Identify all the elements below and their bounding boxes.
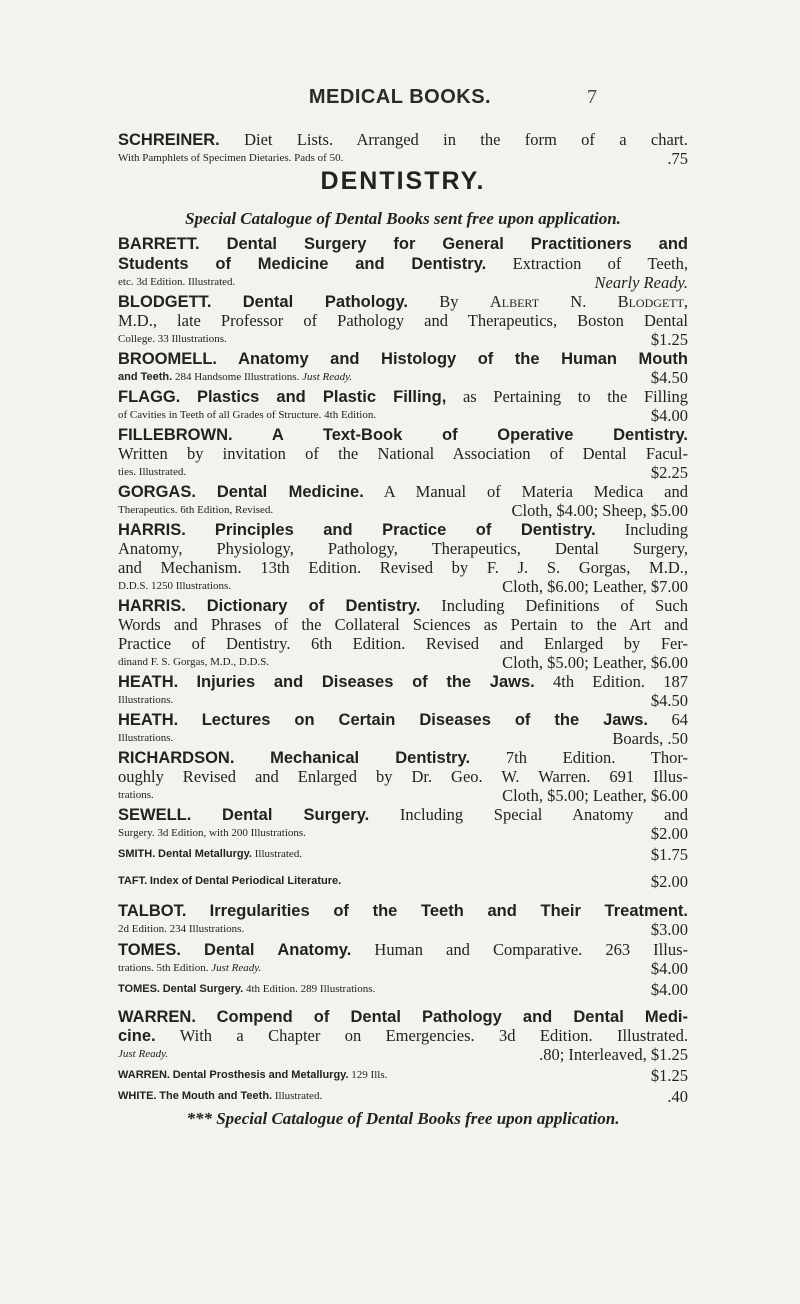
catalogue-entry-white — [118, 1087, 688, 1106]
entry-detail: Anatomy, Physiology, Pathology, Therapeutics, Dental Surgery, — [118, 539, 688, 558]
entry-author: BLODGETT. — [118, 293, 212, 311]
catalogue-entry-sewell — [118, 805, 688, 843]
catalogue-entry-barrett — [118, 235, 688, 292]
entry-detail: Illustrated. — [274, 1090, 323, 1102]
entry-author: TAFT. — [118, 875, 148, 887]
entry-detail: M.D., late Professor of Pathology and Therapeutics, Boston Dental — [118, 311, 688, 330]
entry-detail: trations. — [118, 789, 154, 801]
entry-author: WHITE. — [118, 1090, 157, 1102]
entry-title-continued: Students of Medicine and Dentistry. — [118, 255, 487, 273]
entry-author: HEATH. — [118, 673, 179, 691]
entry-price: $2.00 — [650, 872, 688, 891]
entry-author: TOMES. — [118, 941, 181, 959]
entry-author: FILLEBROWN. — [118, 426, 233, 444]
catalogue-entry-heath-lectures — [118, 710, 688, 748]
entry-price: .80; Interleaved, $1.25 — [539, 1045, 688, 1064]
entry-price: Cloth, $5.00; Leather, $6.00 — [502, 653, 688, 672]
entry-detail: 7th Edition. Thor- — [505, 748, 689, 767]
catalogue-entry-gorgas — [118, 482, 688, 520]
entry-title: Dental Surgery. — [162, 983, 244, 995]
entry-detail: 2d Edition. 234 Illustrations. — [118, 923, 245, 935]
entry-status: Just Ready. — [211, 962, 262, 974]
catalogue-entry-tomes-anatomy — [118, 940, 688, 978]
entry-detail: With Pamphlets of Specimen Dietaries. Pads of 50. — [118, 152, 344, 164]
entry-detail: of Cavities in Teeth of all Grades of Structure. 4th Edition. — [118, 409, 377, 421]
catalogue-entry-heath-injuries — [118, 672, 688, 710]
entry-price: $1.75 — [650, 845, 688, 864]
entry-author: HARRIS. — [118, 597, 186, 615]
entry-title: Anatomy and Histology of the Human Mouth — [238, 350, 688, 368]
entry-title: A Text-Book of Operative Dentistry. — [271, 426, 688, 444]
entry-price: $1.25 — [650, 1066, 688, 1085]
page-header — [0, 86, 800, 116]
entry-title: Dental Medicine. — [216, 483, 364, 501]
entry-title: Compend of Dental Pathology and Dental Medi- — [216, 1008, 688, 1026]
entry-detail: 4th Edition. 289 Illustrations. — [245, 983, 376, 995]
entry-price: $4.00 — [650, 959, 688, 978]
entry-title: Mechanical Dentistry. — [270, 749, 471, 767]
catalogue-entry-fillebrown — [118, 425, 688, 482]
entry-author: WARREN. — [118, 1069, 170, 1081]
entry-by: By — [439, 292, 459, 311]
entry-detail: Human and Comparative. 263 Illus- — [374, 940, 689, 959]
entry-title: Lectures on Certain Diseases of the Jaws. — [201, 711, 649, 729]
entry-title: Diet Lists. Arranged in the form of a chart. — [244, 130, 689, 149]
entry-detail: Illustrations. — [118, 732, 174, 744]
entry-detail: dinand F. S. Gorgas, M.D., D.D.S. — [118, 656, 270, 668]
entry-title: Dental Metallurgy. — [158, 848, 252, 860]
entry-detail: Practice of Dentistry. 6th Edition. Revised and Enlarged by Fer- — [118, 634, 688, 653]
entry-title: The Mouth and Teeth. — [159, 1090, 273, 1102]
catalogue-entry-schreiner — [118, 130, 688, 168]
entry-title: Dental Pathology. — [242, 293, 409, 311]
entry-price: $4.00 — [650, 980, 688, 999]
entry-price: $4.00 — [650, 406, 688, 425]
entry-detail: Including Definitions of Such — [441, 596, 688, 615]
entry-price: .75 — [667, 149, 688, 168]
entry-price: $3.00 — [650, 920, 688, 939]
catalogue-entry-tomes-surgery — [118, 980, 688, 999]
entry-status: Just Ready. — [302, 371, 353, 383]
entry-title: Irregularities of the Teeth and Their Treatment. — [209, 902, 688, 920]
entry-detail: Including Special Anatomy and — [399, 805, 689, 824]
catalogue-entry-talbot — [118, 901, 688, 939]
catalogue-entry-harris-dictionary — [118, 596, 688, 672]
entry-title: Index of Dental Periodical Literature. — [149, 875, 342, 887]
entry-author: SCHREINER. — [118, 131, 220, 149]
entry-price: $2.25 — [650, 463, 688, 482]
entry-price: Cloth, $5.00; Leather, $6.00 — [502, 786, 688, 805]
entry-author: BARRETT. — [118, 235, 200, 253]
entry-author: WARREN. — [118, 1008, 196, 1026]
entry-price: $4.50 — [650, 368, 688, 387]
entry-detail: Words and Phrases of the Collateral Sciences as Pertain to the Art and — [118, 615, 688, 634]
catalogue-entry-warren-prosthesis — [118, 1066, 688, 1085]
entry-detail: Surgery. 3d Edition, with 200 Illustrations. — [118, 827, 306, 839]
entry-title: Plastics and Plastic Filling, — [196, 388, 447, 406]
entry-detail: Illustrated. — [254, 848, 303, 860]
entry-detail: as Pertaining to the Filling — [462, 387, 689, 406]
entry-detail: Extraction of Teeth, — [512, 254, 689, 273]
entry-title: Dental Prosthesis and Metallurgy. — [172, 1069, 349, 1081]
entry-author: TOMES. — [118, 983, 160, 995]
entry-detail: 64 — [671, 710, 689, 729]
entry-author: SEWELL. — [118, 806, 192, 824]
entry-detail: D.D.S. 1250 Illustrations. — [118, 580, 232, 592]
entry-author: TALBOT. — [118, 902, 187, 920]
catalogue-entry-smith — [118, 845, 688, 864]
entry-author: SMITH. — [118, 848, 156, 860]
catalogue-note: Special Catalogue of Dental Books sent free upon application. — [185, 209, 621, 228]
catalogue-footnote: *** Special Catalogue of Dental Books free upon application. — [186, 1109, 620, 1128]
entry-detail: oughly Revised and Enlarged by Dr. Geo. W. Warren. 691 Illus- — [118, 767, 688, 786]
entry-title: Dental Anatomy. — [204, 941, 352, 959]
entry-title-continued: cine. — [118, 1027, 156, 1045]
entry-title: Principles and Practice of Dentistry. — [214, 521, 596, 539]
entry-author: RICHARDSON. — [118, 749, 235, 767]
catalogue-entry-flagg — [118, 387, 688, 425]
entry-price: $1.25 — [650, 330, 688, 349]
entry-title: Dental Surgery. — [222, 806, 370, 824]
catalogue-entry-taft — [118, 872, 688, 891]
entry-title: Dental Surgery for General Practitioners and — [226, 235, 688, 253]
catalogue-entry-blodgett — [118, 292, 688, 349]
section-heading: DENTISTRY. — [320, 167, 486, 195]
entry-price: $2.00 — [650, 824, 688, 843]
entry-price: Cloth, $4.00; Sheep, $5.00 — [511, 501, 688, 520]
entry-author: FLAGG. — [118, 388, 181, 406]
entry-detail: and Mechanism. 13th Edition. Revised by F. J. S. Gorgas, M.D., — [118, 558, 688, 577]
entry-detail: 284 Handsome Illustrations. — [174, 371, 300, 383]
entry-title: Injuries and Diseases of the Jaws. — [196, 673, 535, 691]
catalogue-entry-broomell — [118, 349, 688, 387]
entry-detail: Including — [624, 520, 689, 539]
entry-detail: Illustrations. — [118, 694, 174, 706]
entry-author-name: Albert N. Blodgett, — [489, 292, 689, 311]
entry-author: GORGAS. — [118, 483, 196, 501]
entry-detail: 129 Ills. — [351, 1069, 388, 1081]
entry-price: Boards, .50 — [612, 729, 688, 748]
entry-price: .40 — [667, 1087, 688, 1106]
entry-status: Just Ready. — [118, 1048, 169, 1060]
running-title: MEDICAL BOOKS. — [308, 86, 492, 108]
entry-detail: 4th Edition. 187 — [552, 672, 688, 691]
entry-detail: trations. 5th Edition. — [118, 962, 209, 974]
entry-detail: Written by invitation of the National Association of Dental Facul- — [118, 444, 688, 463]
catalogue-entry-warren-compend — [118, 1007, 688, 1064]
entry-author: BROOMELL. — [118, 350, 217, 368]
entry-detail: Therapeutics. 6th Edition, Revised. — [118, 504, 274, 516]
entry-price: Nearly Ready. — [594, 273, 688, 292]
entry-price: $4.50 — [650, 691, 688, 710]
entry-author: HARRIS. — [118, 521, 186, 539]
entry-detail: With a Chapter on Emergencies. 3d Edition. Illustrated. — [179, 1026, 689, 1045]
entry-detail: College. 33 Illustrations. — [118, 333, 227, 345]
entry-detail: ties. Illustrated. — [118, 466, 187, 478]
entry-price: Cloth, $6.00; Leather, $7.00 — [502, 577, 688, 596]
entry-title-continued: and Teeth. — [118, 371, 173, 383]
entry-detail: A Manual of Materia Medica and — [383, 482, 688, 501]
entry-author: HEATH. — [118, 711, 179, 729]
catalogue-entry-richardson — [118, 748, 688, 805]
entry-title: Dictionary of Dentistry. — [206, 597, 421, 615]
page-number: 7 — [587, 86, 597, 108]
entry-detail: etc. 3d Edition. Illustrated. — [118, 276, 236, 288]
catalogue-entry-harris-principles — [118, 520, 688, 596]
